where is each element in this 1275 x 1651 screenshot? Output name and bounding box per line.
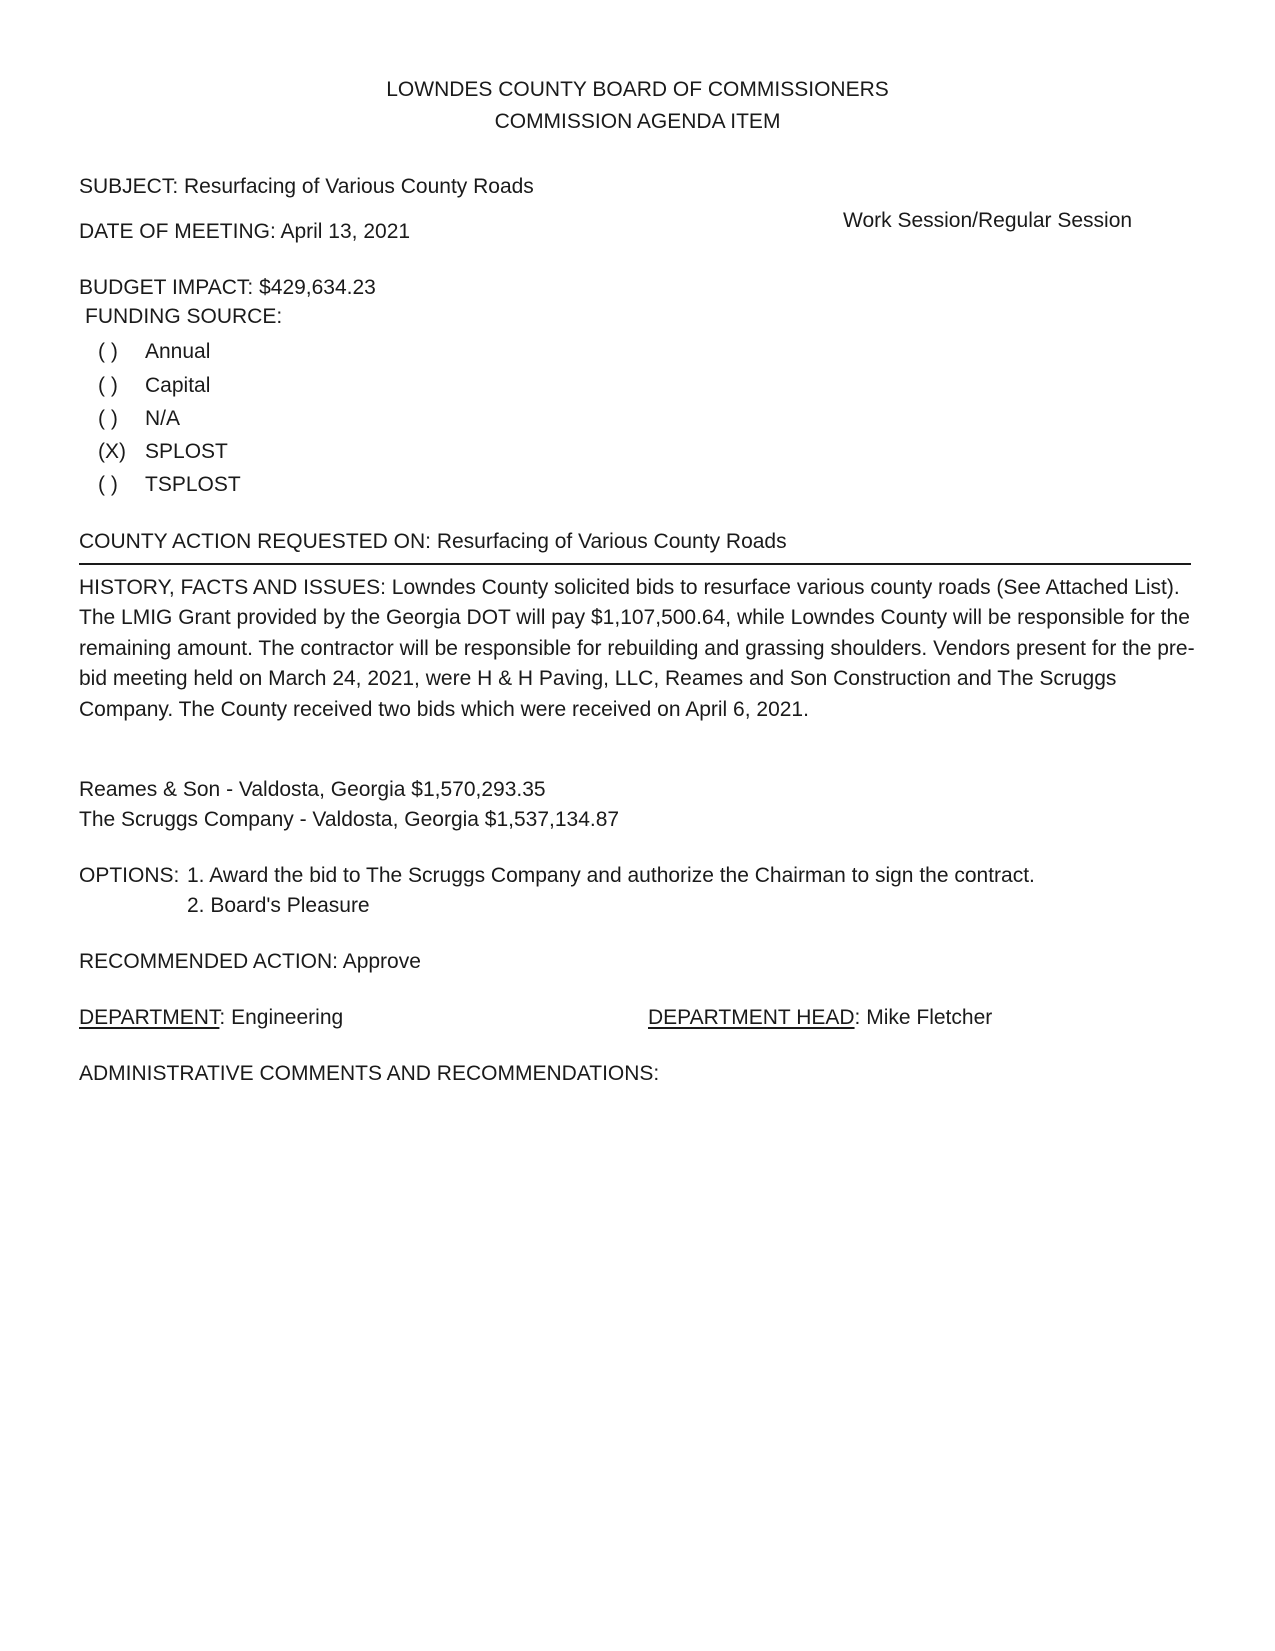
funding-option-label: TSPLOST [145, 473, 241, 496]
section-divider [79, 563, 1191, 565]
department-head-value: : Mike Fletcher [854, 1006, 993, 1029]
department [79, 1003, 343, 1033]
department-value: : Engineering [219, 1006, 344, 1029]
subject-line: SUBJECT: Resurfacing of Various County Roads [79, 175, 534, 198]
administrative-comments: ADMINISTRATIVE COMMENTS AND RECOMMENDATIONS: [79, 1062, 660, 1085]
option-1: 1. Award the bid to The Scruggs Company and authorize the Chairman to sign the contract. [187, 864, 1035, 887]
funding-option-mark: ( ) [98, 407, 118, 430]
department-head [648, 1003, 992, 1033]
county-action-requested: COUNTY ACTION REQUESTED ON: Resurfacing of Various County Roads [79, 530, 787, 553]
header-title: LOWNDES COUNTY BOARD OF COMMISSIONERS [386, 78, 889, 101]
funding-option-annual [98, 337, 210, 367]
funding-option-label: SPLOST [145, 440, 228, 463]
funding-option-mark: ( ) [98, 473, 118, 496]
meeting-date: DATE OF MEETING: April 13, 2021 [79, 220, 411, 243]
recommended-action: RECOMMENDED ACTION: Approve [79, 950, 421, 973]
funding-source-label: FUNDING SOURCE: [85, 305, 283, 328]
funding-option-label: Capital [145, 374, 211, 397]
funding-option-label: N/A [145, 407, 181, 430]
funding-option-tsplost [98, 470, 241, 500]
funding-option-mark: ( ) [98, 374, 118, 397]
funding-option-na [98, 404, 180, 434]
funding-option-capital [98, 371, 210, 401]
session-type: Work Session/Regular Session [843, 209, 1133, 232]
options-label: OPTIONS: [79, 864, 180, 887]
department-label: DEPARTMENT [79, 1006, 220, 1029]
bid-scruggs: The Scruggs Company - Valdosta, Georgia $1,537,134.87 [79, 808, 620, 831]
history-facts-issues: HISTORY, FACTS AND ISSUES: Lowndes County solicited bids to resurface various county roads (See Attached List). The LMIG Grant provided by the Georgia DOT will pay $1,107,500.64, while Lowndes County will be responsible for the remaining amount. The contractor will be responsible for rebuilding and grassing shoulders. Vendors present for the pre-bid meeting held on March 24, 2021, were H & H Paving, LLC, Reames and Son Construction and The Scruggs Company. The County received two bids which were received on April 6, 2021. [79, 576, 1195, 721]
funding-option-splost [98, 437, 228, 467]
funding-option-mark: ( ) [98, 340, 118, 363]
department-head-label: DEPARTMENT HEAD [648, 1006, 855, 1029]
funding-option-label: Annual [145, 340, 211, 363]
bid-reames: Reames & Son - Valdosta, Georgia $1,570,293.35 [79, 778, 546, 801]
option-2: 2. Board's Pleasure [187, 894, 370, 917]
funding-option-mark: (X) [98, 440, 126, 463]
budget-impact: BUDGET IMPACT: $429,634.23 [79, 276, 376, 299]
header-subtitle: COMMISSION AGENDA ITEM [494, 110, 781, 133]
